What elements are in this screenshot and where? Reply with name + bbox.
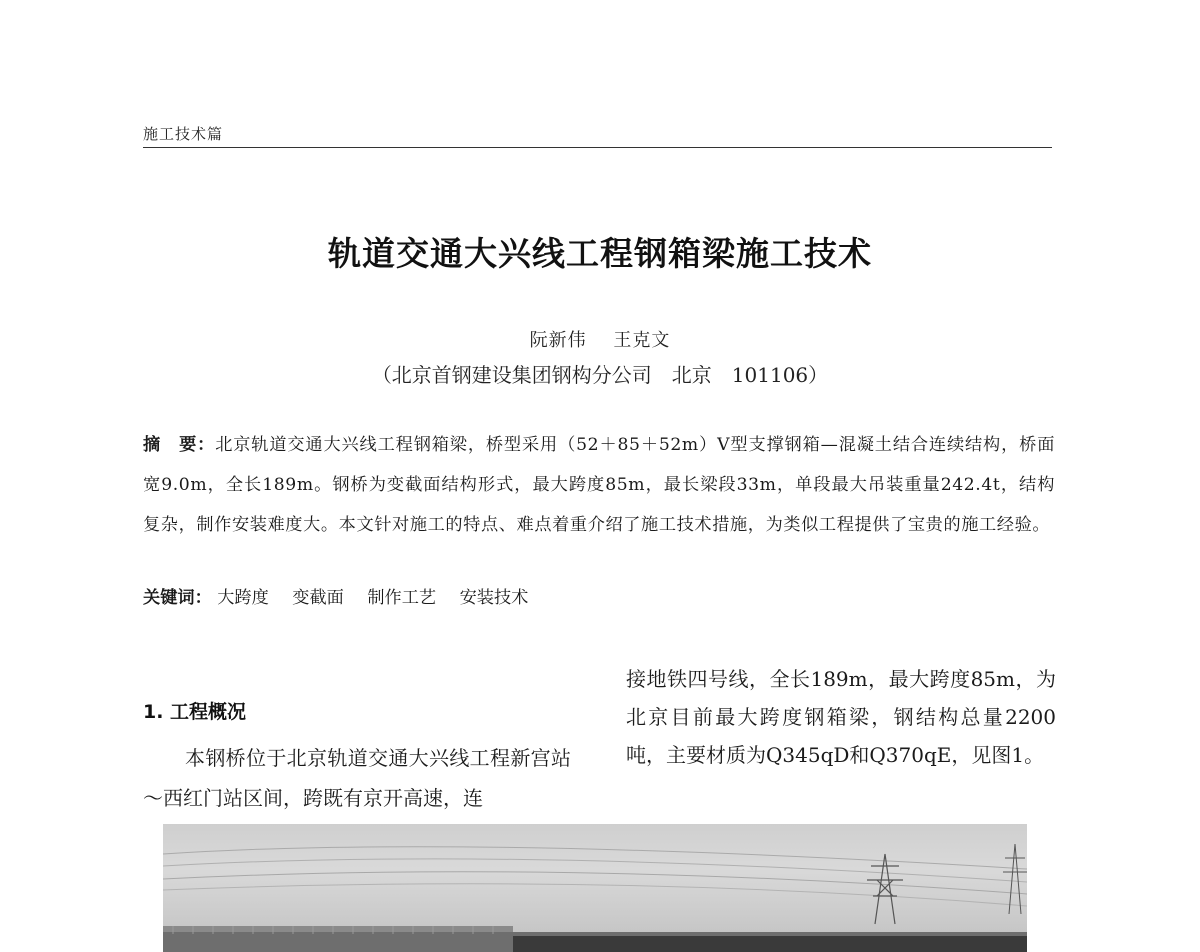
author-2: 王克文	[613, 330, 671, 351]
affiliation: （北京首钢建设集团钢构分公司 北京 101106）	[371, 363, 829, 387]
keyword-2: 变截面	[292, 588, 344, 608]
header-rule	[143, 147, 1052, 148]
keyword-4: 安装技术	[459, 588, 529, 608]
article-title: 轨道交通大兴线工程钢箱梁施工技术	[328, 234, 872, 273]
authors	[0, 326, 1200, 352]
abstract	[143, 425, 1055, 545]
body-left-column: 本钢桥位于北京轨道交通大兴线工程新宫站～西红门站区间，跨既有京开高速，连	[143, 746, 571, 810]
bridge-photo-graphic	[163, 824, 1027, 952]
keyword-1: 大跨度	[217, 588, 269, 608]
section-heading: 1. 工程概况	[143, 701, 247, 723]
author-1: 阮新伟	[529, 330, 587, 351]
keywords	[143, 583, 1055, 608]
body-right-column: 接地铁四号线，全长189m，最大跨度85m，为北京目前最大跨度钢箱梁，钢结构总量2200吨，主要材质为Q345qD和Q370qE，见图1。	[626, 667, 1056, 767]
section-label: 施工技术篇	[143, 125, 224, 143]
figure-photo	[163, 824, 1027, 952]
abstract-label: 摘 要：	[143, 435, 216, 455]
keyword-3: 制作工艺	[367, 588, 437, 608]
abstract-text: 北京轨道交通大兴线工程钢箱梁，桥型采用（52＋85＋52m）V型支撑钢箱—混凝土结合连续结构，桥面宽9.0m，全长189m。钢桥为变截面结构形式，最大跨度85m，最长梁段33m，单段最大吊装重量242.4t，结构复杂，制作安装难度大。本文针对施工的特点、难点着重介绍了施工技术措施，为类似工程提供了宝贵的施工经验。	[143, 435, 1055, 535]
keywords-label: 关键词：	[143, 588, 212, 608]
